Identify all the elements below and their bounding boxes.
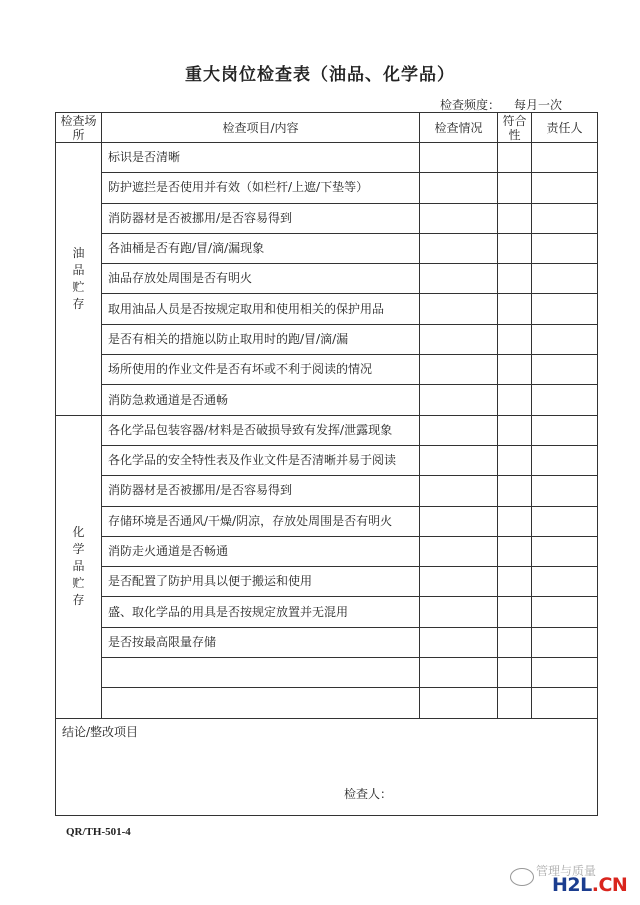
person-cell[interactable] [532, 355, 598, 385]
status-cell[interactable] [420, 203, 498, 233]
status-cell[interactable] [420, 233, 498, 263]
person-cell[interactable] [532, 445, 598, 475]
status-cell[interactable] [420, 536, 498, 566]
status-cell[interactable] [420, 385, 498, 415]
person-cell[interactable] [532, 506, 598, 536]
section-char: 贮 [72, 279, 85, 294]
person-cell[interactable] [532, 688, 598, 718]
frequency-value: 每月一次 [514, 98, 563, 112]
header-status: 检查情况 [420, 113, 498, 143]
status-cell[interactable] [420, 143, 498, 173]
status-cell[interactable] [420, 173, 498, 203]
table-row [56, 506, 598, 536]
section-char: 品 [72, 559, 85, 574]
status-cell[interactable] [420, 264, 498, 294]
person-cell[interactable] [532, 173, 598, 203]
conform-cell[interactable] [498, 445, 532, 475]
conform-cell[interactable] [498, 173, 532, 203]
table-row [56, 233, 598, 263]
person-cell[interactable] [532, 203, 598, 233]
check-item: 是否按最高限量存储 [102, 627, 420, 657]
check-item: 消防走火通道是否畅通 [102, 536, 420, 566]
brand-logo [552, 874, 627, 896]
conform-cell[interactable] [498, 567, 532, 597]
frequency-label: 检查频度： [440, 98, 501, 112]
person-cell[interactable] [532, 233, 598, 263]
table-row [56, 324, 598, 354]
table-row [56, 173, 598, 203]
form-code: QR/TH-501-4 [66, 826, 131, 838]
conform-cell[interactable] [498, 203, 532, 233]
person-cell[interactable] [532, 294, 598, 324]
section-char: 存 [72, 296, 85, 311]
conclusion-row [56, 718, 598, 815]
conform-cell[interactable] [498, 415, 532, 445]
section-char: 化 [72, 525, 85, 540]
conform-cell[interactable] [498, 536, 532, 566]
status-cell[interactable] [420, 567, 498, 597]
person-cell[interactable] [532, 536, 598, 566]
check-item: 各油桶是否有跑/冒/滴/漏现象 [102, 233, 420, 263]
check-item [102, 658, 420, 688]
conform-cell[interactable] [498, 688, 532, 718]
person-cell[interactable] [532, 264, 598, 294]
wechat-icon [510, 868, 534, 886]
conform-cell[interactable] [498, 264, 532, 294]
table-row [56, 355, 598, 385]
conform-cell[interactable] [498, 385, 532, 415]
check-item: 消防急救通道是否通畅 [102, 385, 420, 415]
check-item [102, 688, 420, 718]
check-item: 盛、取化学品的用具是否按规定放置并无混用 [102, 597, 420, 627]
status-cell[interactable] [420, 324, 498, 354]
table-row [56, 264, 598, 294]
conform-cell[interactable] [498, 658, 532, 688]
section-char: 品 [72, 262, 85, 277]
table-row [56, 597, 598, 627]
check-item: 取用油品人员是否按规定取用和使用相关的保护用品 [102, 294, 420, 324]
status-cell[interactable] [420, 506, 498, 536]
brand-main: H2L [552, 874, 592, 896]
table-row [56, 143, 598, 173]
status-cell[interactable] [420, 688, 498, 718]
section-name [56, 415, 102, 718]
table-row [56, 536, 598, 566]
table-row [56, 415, 598, 445]
person-cell[interactable] [532, 658, 598, 688]
header-person: 责任人 [532, 113, 598, 143]
person-cell[interactable] [532, 143, 598, 173]
person-cell[interactable] [532, 567, 598, 597]
person-cell[interactable] [532, 597, 598, 627]
section-char: 贮 [72, 576, 85, 591]
watermark-text: 管理与质量 [536, 864, 597, 878]
status-cell[interactable] [420, 294, 498, 324]
inspection-table [55, 112, 598, 816]
check-item: 消防器材是否被挪用/是否容易得到 [102, 476, 420, 506]
inspection-frequency [440, 96, 562, 113]
table-row [56, 567, 598, 597]
status-cell[interactable] [420, 658, 498, 688]
check-item: 是否配置了防护用具以便于搬运和使用 [102, 567, 420, 597]
conform-cell[interactable] [498, 294, 532, 324]
table-row [56, 658, 598, 688]
section-char: 油 [72, 245, 85, 260]
conform-cell[interactable] [498, 627, 532, 657]
page-title: 重大岗位检查表（油品、化学品） [185, 65, 455, 85]
table-row [56, 203, 598, 233]
person-cell[interactable] [532, 385, 598, 415]
conclusion-cell[interactable] [56, 718, 598, 815]
check-item: 消防器材是否被挪用/是否容易得到 [102, 203, 420, 233]
check-item: 标识是否清晰 [102, 143, 420, 173]
table-row [56, 385, 598, 415]
status-cell[interactable] [420, 476, 498, 506]
conform-cell[interactable] [498, 355, 532, 385]
conform-cell[interactable] [498, 476, 532, 506]
check-item: 场所使用的作业文件是否有坏或不利于阅读的情况 [102, 355, 420, 385]
person-cell[interactable] [532, 415, 598, 445]
table-row [56, 688, 598, 718]
header-row [56, 113, 598, 143]
table-row [56, 627, 598, 657]
section-char: 存 [72, 593, 85, 608]
conform-cell[interactable] [498, 324, 532, 354]
table-row [56, 445, 598, 475]
status-cell[interactable] [420, 597, 498, 627]
table-row [56, 476, 598, 506]
check-item: 是否有相关的措施以防止取用时的跑/冒/滴/漏 [102, 324, 420, 354]
person-cell[interactable] [532, 324, 598, 354]
check-item: 存储环境是否通风/干燥/阴凉，存放处周围是否有明火 [102, 506, 420, 536]
check-item: 油品存放处周围是否有明火 [102, 264, 420, 294]
section-name [56, 143, 102, 416]
status-cell[interactable] [420, 627, 498, 657]
header-conform: 符合性 [498, 113, 532, 143]
watermark [510, 860, 635, 896]
status-cell[interactable] [420, 445, 498, 475]
header-area: 检查场所 [56, 113, 102, 143]
conform-cell[interactable] [498, 506, 532, 536]
brand-accent: .CN [591, 874, 628, 896]
header-item: 检查项目/内容 [102, 113, 420, 143]
check-item: 防护遮拦是否使用并有效（如栏杆/上遮/下垫等） [102, 173, 420, 203]
person-cell[interactable] [532, 476, 598, 506]
status-cell[interactable] [420, 415, 498, 445]
inspector-label: 检查人： [344, 786, 393, 801]
section-char: 学 [72, 542, 85, 557]
person-cell[interactable] [532, 627, 598, 657]
conform-cell[interactable] [498, 233, 532, 263]
conform-cell[interactable] [498, 143, 532, 173]
conclusion-label: 结论/整改项目 [62, 724, 139, 739]
check-item: 各化学品的安全特性表及作业文件是否清晰并易于阅读 [102, 445, 420, 475]
status-cell[interactable] [420, 355, 498, 385]
table-row [56, 294, 598, 324]
check-item: 各化学品包装容器/材料是否破损导致有发挥/泄露现象 [102, 415, 420, 445]
conform-cell[interactable] [498, 597, 532, 627]
